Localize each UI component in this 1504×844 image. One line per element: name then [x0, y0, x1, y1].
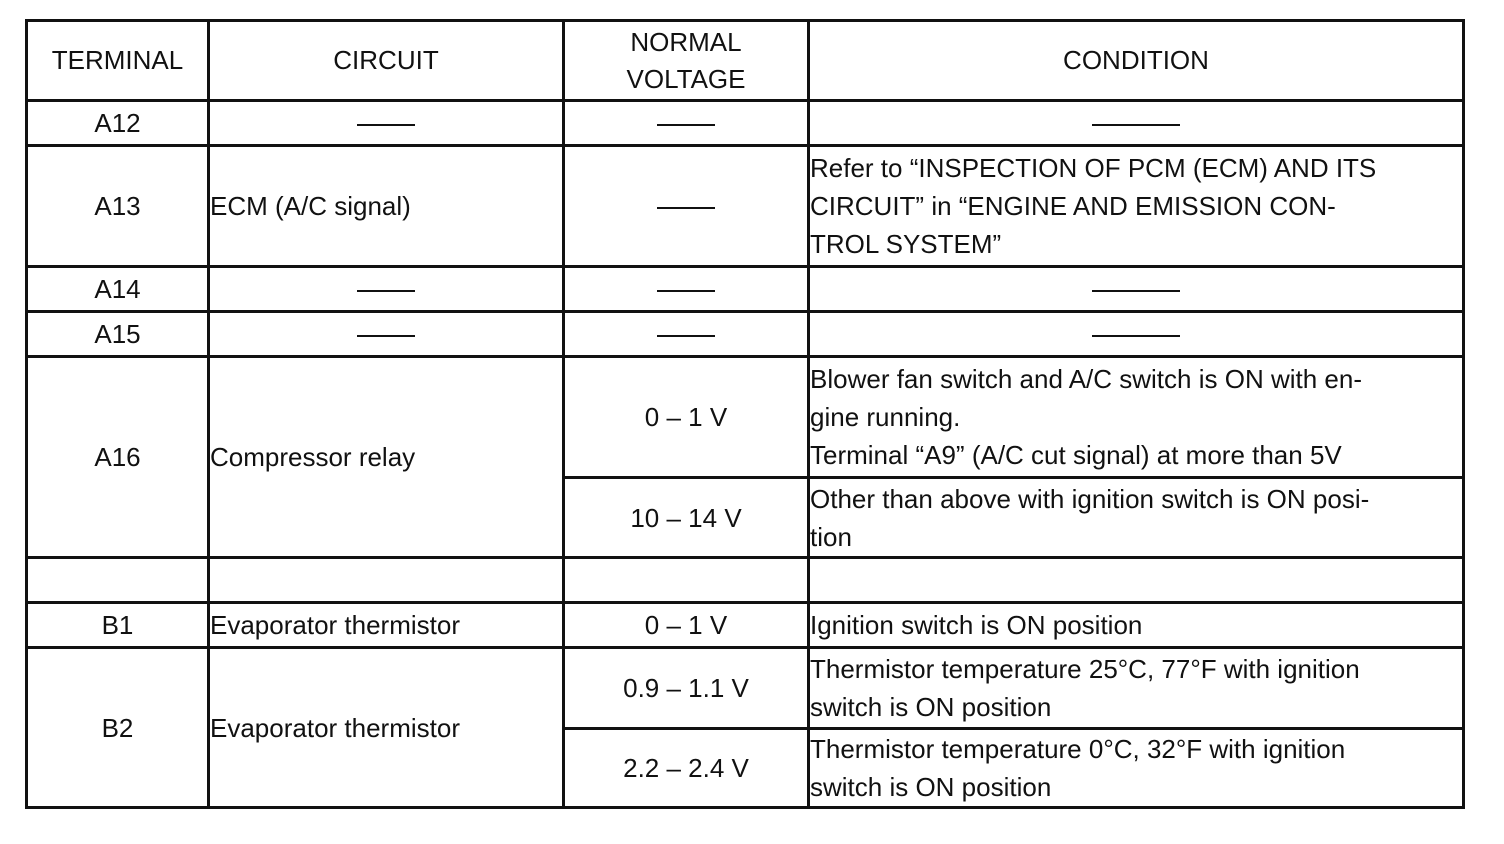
table-row-a15: [27, 312, 1464, 357]
header-row: [27, 21, 1464, 101]
empty-cell: [564, 558, 809, 603]
condition-a16-2-line1: Other than above with ignition switch is ON posi-: [810, 483, 1370, 514]
condition-b1: Ignition switch is ON position: [809, 603, 1464, 648]
condition-a13: [809, 146, 1464, 267]
table-row-b2-1: [27, 648, 1464, 729]
voltage-a16-2: 10 – 14 V: [564, 478, 809, 558]
header-normal-voltage: [564, 21, 809, 101]
condition-a16-2-line2: tion: [810, 521, 852, 552]
condition-a16-1-line1: Blower fan switch and A/C switch is ON with en-: [810, 364, 1362, 394]
condition-a16-1: [809, 357, 1464, 478]
condition-b2-2-line2: switch is ON position: [810, 772, 1052, 802]
voltage-a12: [564, 101, 809, 146]
empty-cell: [209, 558, 564, 603]
dash-mark: [357, 335, 415, 337]
terminal-a14: A14: [27, 267, 209, 312]
table-row-a14: [27, 267, 1464, 312]
dash-mark: [657, 124, 715, 126]
condition-a13-line2: CIRCUIT” in “ENGINE AND EMISSION CON-: [810, 191, 1336, 221]
table-row-b1: [27, 603, 1464, 648]
circuit-b1: Evaporator thermistor: [209, 603, 564, 648]
condition-b2-2-line1: Thermistor temperature 0°C, 32°F with ignition: [810, 734, 1346, 764]
header-voltage-line1: NORMAL: [630, 26, 742, 57]
voltage-a16-1: 0 – 1 V: [564, 357, 809, 478]
dash-mark: [1092, 335, 1180, 337]
circuit-a15: [209, 312, 564, 357]
dash-mark: [1092, 290, 1180, 292]
condition-b2-1-line1: Thermistor temperature 25°C, 77°F with ignition: [810, 654, 1360, 684]
condition-b2-2: [809, 729, 1464, 808]
header-voltage-line2: VOLTAGE: [626, 63, 746, 94]
voltage-b2-2: 2.2 – 2.4 V: [564, 729, 809, 808]
voltage-a14: [564, 267, 809, 312]
condition-a13-line1: Refer to “INSPECTION OF PCM (ECM) AND ITS: [810, 153, 1377, 183]
condition-a16-2: [809, 478, 1464, 558]
circuit-b2: Evaporator thermistor: [209, 648, 564, 808]
dash-mark: [657, 290, 715, 292]
terminal-a15: A15: [27, 312, 209, 357]
dash-mark: [657, 207, 715, 209]
table-row-a16-1: [27, 357, 1464, 478]
voltage-a15: [564, 312, 809, 357]
condition-a16-1-line2: gine running.: [810, 402, 961, 432]
header-condition: CONDITION: [809, 21, 1464, 101]
empty-cell: [809, 558, 1464, 603]
terminal-b1: B1: [27, 603, 209, 648]
condition-a12: [809, 101, 1464, 146]
condition-b2-1: [809, 648, 1464, 729]
table-row-empty: [27, 558, 1464, 603]
circuit-a12: [209, 101, 564, 146]
terminal-a16: A16: [27, 357, 209, 558]
condition-a14: [809, 267, 1464, 312]
table-row-a13: [27, 146, 1464, 267]
dash-mark: [357, 124, 415, 126]
condition-b2-1-line2: switch is ON position: [810, 692, 1052, 722]
header-terminal: TERMINAL: [27, 21, 209, 101]
condition-a13-line3: TROL SYSTEM”: [810, 229, 1002, 259]
terminal-b2: B2: [27, 648, 209, 808]
header-circuit: CIRCUIT: [209, 21, 564, 101]
voltage-b1: 0 – 1 V: [564, 603, 809, 648]
terminal-voltage-table: [25, 19, 1465, 809]
voltage-b2-1: 0.9 – 1.1 V: [564, 648, 809, 729]
dash-mark: [657, 335, 715, 337]
voltage-a13: [564, 146, 809, 267]
dash-mark: [1092, 124, 1180, 126]
dash-mark: [357, 290, 415, 292]
circuit-a14: [209, 267, 564, 312]
condition-a16-1-line3: Terminal “A9” (A/C cut signal) at more than 5V: [810, 440, 1342, 470]
condition-a15: [809, 312, 1464, 357]
terminal-a12: A12: [27, 101, 209, 146]
empty-cell: [27, 558, 209, 603]
table-row-a12: [27, 101, 1464, 146]
circuit-a13: ECM (A/C signal): [209, 146, 564, 267]
terminal-a13: A13: [27, 146, 209, 267]
circuit-a16: Compressor relay: [209, 357, 564, 558]
